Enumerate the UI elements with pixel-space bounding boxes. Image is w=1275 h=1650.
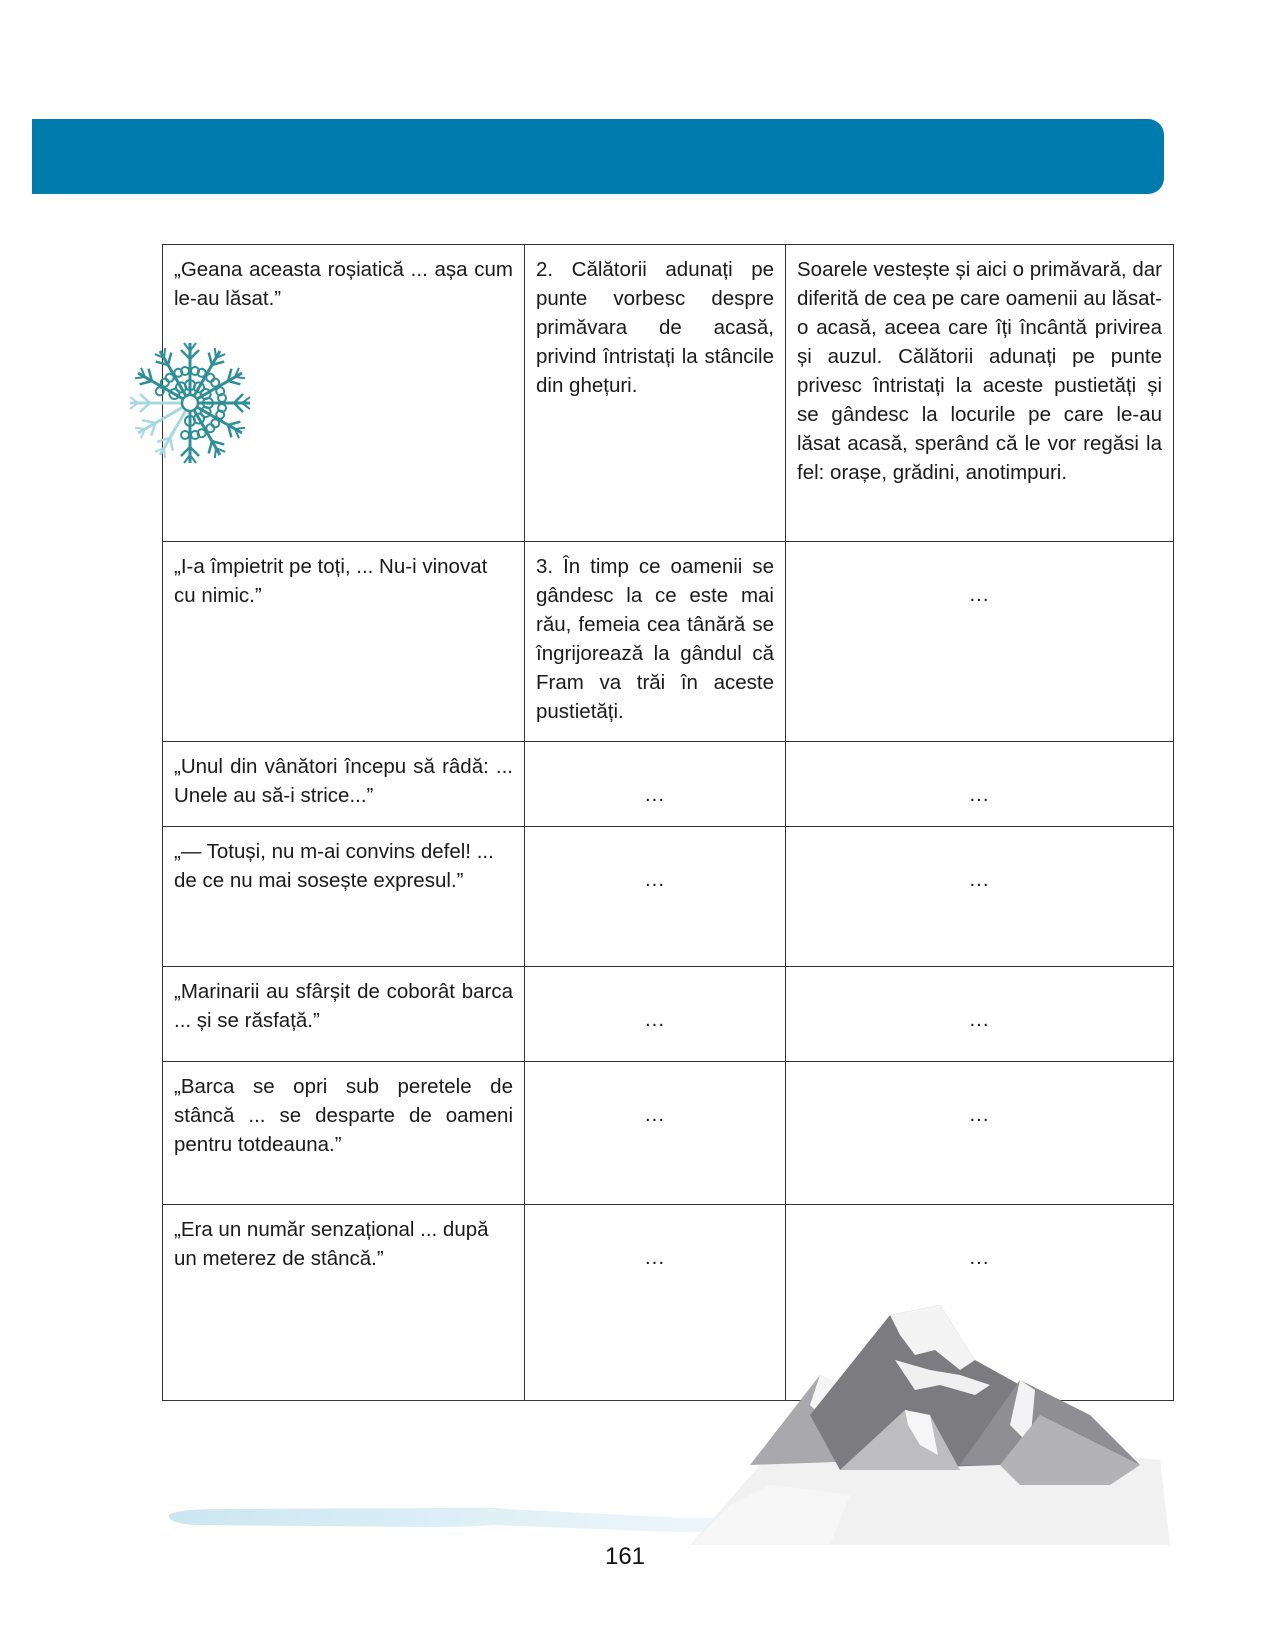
brush-stroke-decoration	[165, 1505, 725, 1533]
explanation-placeholder: ...	[969, 1103, 990, 1126]
explanation-placeholder: ...	[969, 868, 990, 891]
quote-cell: „Geana aceasta roșiatică ... așa cum le-au lăsat.”	[163, 245, 525, 542]
table-row	[163, 967, 1174, 1062]
explanation-cell	[786, 1062, 1174, 1205]
page-number: 161	[604, 1543, 646, 1570]
quote-cell: „Unul din vânători începu să râdă: ... Unele au să-i strice...”	[163, 742, 525, 827]
table-row	[163, 245, 1174, 542]
explanation-cell	[786, 542, 1174, 742]
quote-cell: „Barca se opri sub peretele de stâncă ... se desparte de oameni pentru totdeauna.”	[163, 1062, 525, 1205]
summary-placeholder: ...	[644, 1246, 666, 1269]
quote-cell: „— Totuși, nu m-ai convins defel! ... de ce nu mai sosește expresul.”	[163, 827, 525, 967]
mountain-icon	[690, 1295, 1170, 1545]
header-banner	[32, 119, 1164, 194]
table-row	[163, 827, 1174, 967]
explanation-cell: Soarele vestește și aici o primăvară, dar diferită de cea pe care oamenii au lăsat-o acasă, aceea care îți încântă privirea și auzul. Călătorii adunați pe punte privesc întristați la aceste pustietăți și se gândesc la locurile pe care le-au lăsat acasă, sperând că le vor regăsi la fel: orașe, grădini, anotimpuri.	[786, 245, 1174, 542]
analysis-table-container	[162, 244, 1162, 1401]
table-row	[163, 542, 1174, 742]
summary-placeholder: ...	[644, 1103, 666, 1126]
table-row	[163, 1062, 1174, 1205]
table-row	[163, 742, 1174, 827]
quote-cell: „I-a împietrit pe toți, ... Nu-i vinovat cu nimic.”	[163, 542, 525, 742]
summary-cell: 2. Călătorii adunați pe punte vorbesc despre primăvara de acasă, privind întristați la stâncile din ghețuri.	[525, 245, 786, 542]
summary-cell: 3. În timp ce oamenii se gândesc la ce este mai rău, femeia cea tânără se îngrijorează la gândul că Fram va trăi în aceste pustietăți.	[525, 542, 786, 742]
explanation-placeholder: ...	[969, 583, 990, 606]
snowflake-icon	[120, 333, 260, 473]
explanation-cell	[786, 967, 1174, 1062]
summary-placeholder: ...	[644, 868, 666, 891]
summary-placeholder: ...	[644, 783, 666, 806]
explanation-placeholder: ...	[969, 1008, 990, 1031]
summary-cell	[525, 967, 786, 1062]
quote-cell: „Era un număr senzațional ... după un meterez de stâncă.”	[163, 1205, 525, 1401]
summary-cell	[525, 827, 786, 967]
explanation-cell	[786, 742, 1174, 827]
explanation-placeholder: ...	[969, 1246, 990, 1269]
analysis-table	[162, 244, 1174, 1401]
explanation-cell	[786, 827, 1174, 967]
explanation-placeholder: ...	[969, 783, 990, 806]
summary-cell	[525, 1062, 786, 1205]
summary-cell	[525, 742, 786, 827]
summary-placeholder: ...	[644, 1008, 666, 1031]
quote-cell: „Marinarii au sfârșit de coborât barca ... și se răsfață.”	[163, 967, 525, 1062]
